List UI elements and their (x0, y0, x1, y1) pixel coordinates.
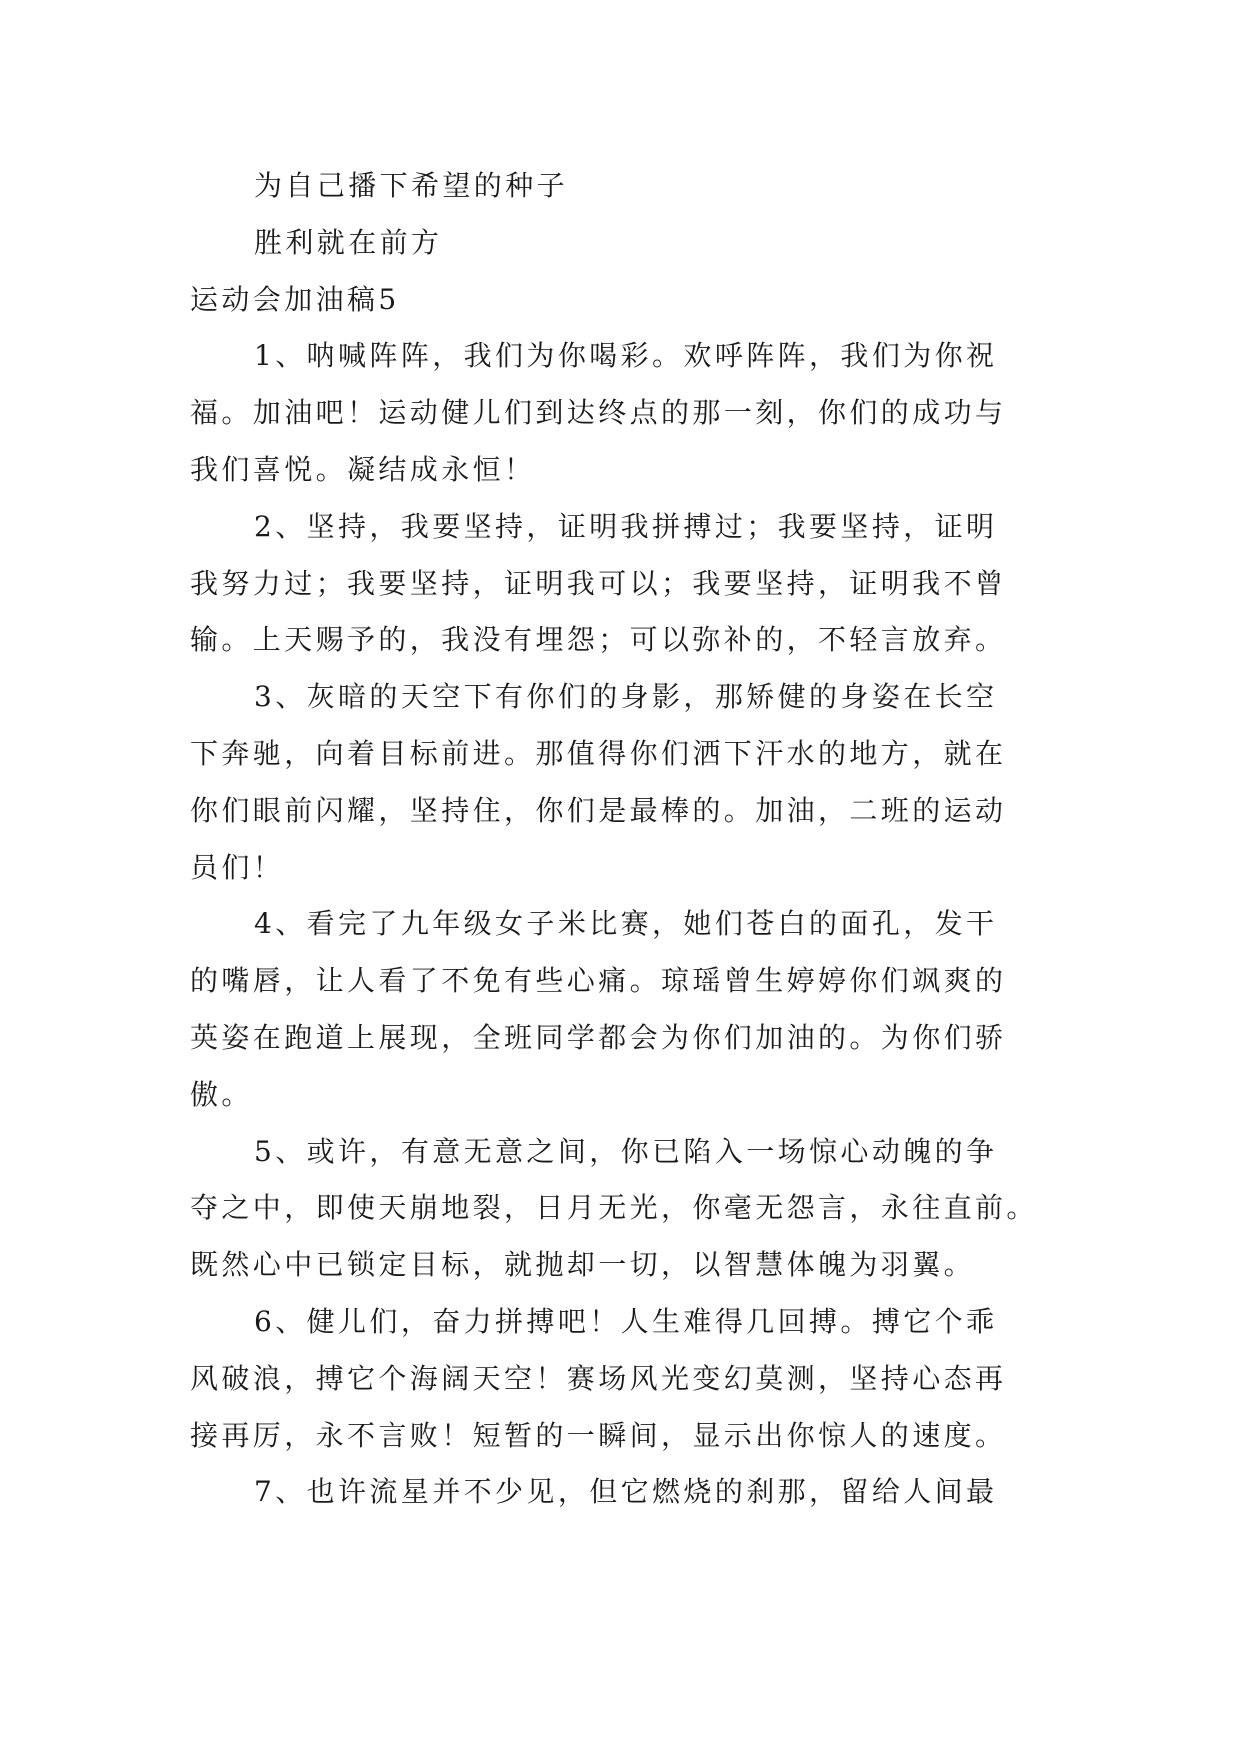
paragraph-line: 1、呐喊阵阵，我们为你喝彩。欢呼阵阵，我们为你祝 (254, 339, 998, 373)
paragraph-line: 接再厉，永不言败！短暂的一瞬间，显示出你惊人的速度。 (190, 1418, 1007, 1452)
paragraph-line: 既然心中已锁定目标，就抛却一切，以智慧体魄为羽翼。 (190, 1248, 976, 1282)
paragraph-line: 风破浪，搏它个海阔天空！赛场风光变幻莫测，坚持心态再 (190, 1361, 1007, 1395)
paragraph-line: 输。上天赐予的，我没有埋怨；可以弥补的，不轻言放弃。 (190, 623, 1007, 657)
paragraph-line: 的嘴唇，让人看了不免有些心痛。琼瑶曾生婷婷你们飒爽的 (190, 964, 1007, 998)
paragraph-line: 6、健儿们，奋力拼搏吧！人生难得几回搏。搏它个乖 (254, 1304, 998, 1338)
paragraph-line: 4、看完了九年级女子米比赛，她们苍白的面孔，发干 (254, 907, 998, 941)
paragraph-line: 你们眼前闪耀，坚持住，你们是最棒的。加油，二班的运动 (190, 793, 1007, 827)
paragraph-line: 夺之中，即使天崩地裂，日月无光，你毫无怨言，永往直前。 (190, 1191, 1038, 1225)
paragraph-line: 5、或许，有意无意之间，你已陷入一场惊心动魄的争 (254, 1134, 998, 1168)
paragraph-line: 我们喜悦。凝结成永恒！ (190, 452, 536, 486)
paragraph-line: 我努力过；我要坚持，证明我可以；我要坚持，证明我不曾 (190, 566, 1007, 600)
paragraph-line: 员们！ (190, 850, 285, 884)
paragraph-line: 3、灰暗的天空下有你们的身影，那矫健的身姿在长空 (254, 680, 998, 714)
poem-line: 胜利就在前方 (254, 225, 443, 259)
paragraph-line: 福。加油吧！运动健儿们到达终点的那一刻，你们的成功与 (190, 396, 1007, 430)
document-body (190, 158, 1070, 1521)
paragraph-line: 傲。 (190, 1077, 253, 1111)
paragraph-line: 2、坚持，我要坚持，证明我拼搏过；我要坚持，证明 (254, 509, 998, 543)
poem-line: 为自己播下希望的种子 (254, 169, 569, 202)
paragraph-line: 7、也许流星并不少见，但它燃烧的刹那，留给人间最 (254, 1475, 998, 1509)
paragraph-line: 英姿在跑道上展现，全班同学都会为你们加油的。为你们骄 (190, 1020, 1007, 1054)
paragraph-line: 下奔驰，向着目标前进。那值得你们洒下汗水的地方，就在 (190, 736, 1007, 770)
section-heading: 运动会加油稿5 (190, 282, 400, 316)
